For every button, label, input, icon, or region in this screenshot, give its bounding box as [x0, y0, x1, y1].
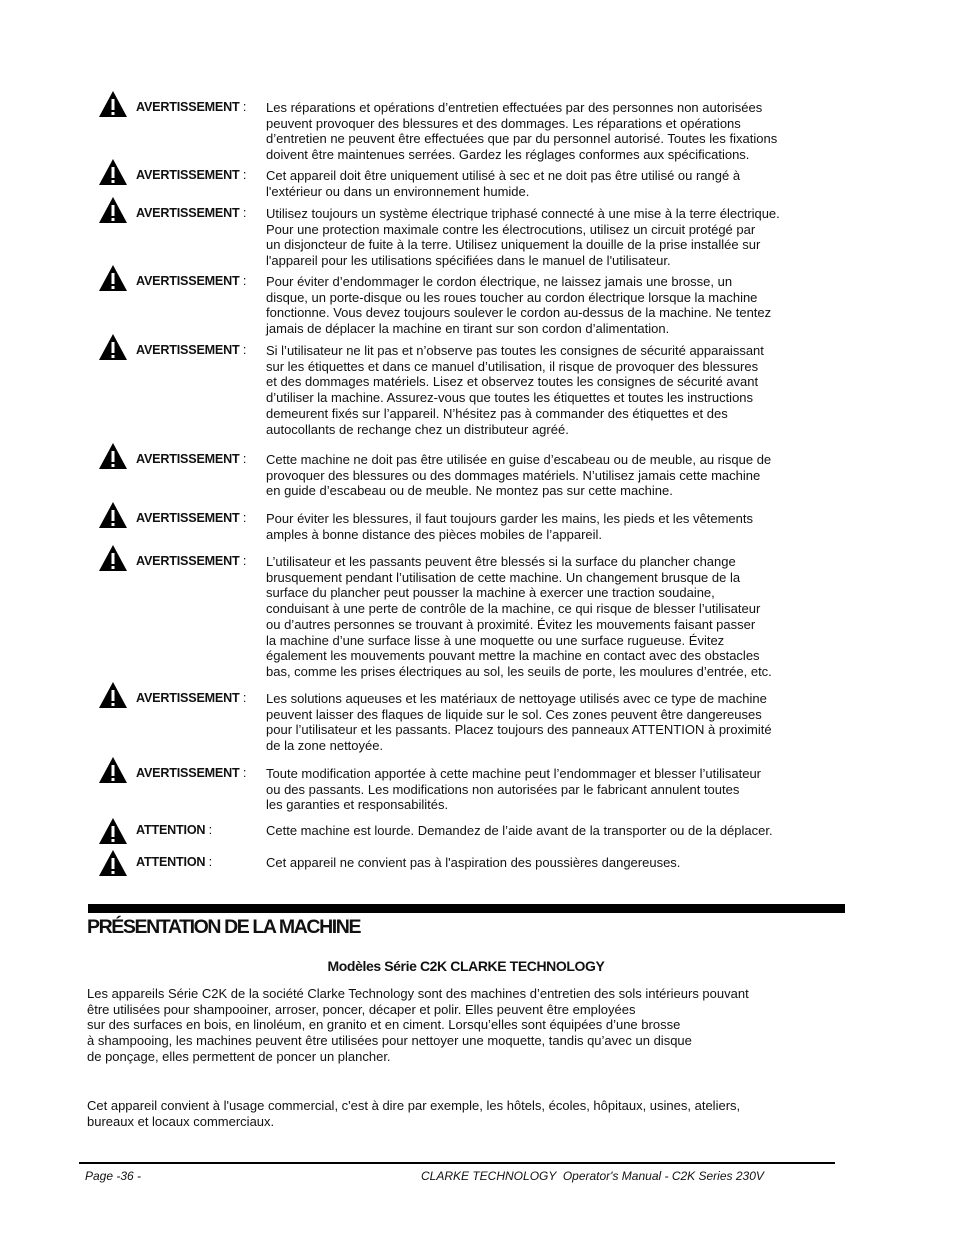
footer-rule [79, 1162, 835, 1164]
paragraph: Cet appareil convient à l'usage commercial, c'est à dire par exemple, les hôtels, écoles, hôpitaux, usines, ateliers, bureaux et locaux commerciaux. [87, 1098, 741, 1129]
warning-text: Si l’utilisateur ne lit pas et n’observe pas toutes les consignes de sécurité apparaissant sur les étiquettes et dans ce manuel d’utilisation, il risque de provoquer des blessures et des dommages matériels. Lisez et observez toutes les consignes de sécurité avant d’utiliser la machine. Assurez-vous que toutes les étiquettes et toutes les instructions demeurent fixés sur l’appareil. N’hésitez pas à commander des étiquettes et des autocollants de rechange chez un distributeur agréé. [266, 343, 764, 437]
warning-label: AVERTISSEMENT : [136, 206, 247, 220]
warning-triangle-icon [98, 158, 128, 186]
warning-text: Cet appareil doit être uniquement utilisé à sec et ne doit pas être utilisé ou rangé à l'extérieur ou dans un environnement humide. [266, 168, 741, 199]
warning-triangle-icon [98, 544, 128, 572]
warning-text: Utilisez toujours un système électrique triphasé connecté à une mise à la terre électrique. Pour une protection maximale contre les électrocutions, utilisez un circuit protégé par un disjoncteur de fuite à la terre. Utilisez uniquement la douille de la prise installée sur l'appareil pour les utilisations spécifiées dans le manuel de l'utilisateur. [266, 206, 780, 269]
warning-text: Cette machine ne doit pas être utilisée en guise d’escabeau ou de meuble, au risque de provoquer des blessures ou des dommages matériels. N’utilisez jamais cette machine en guide d’escabeau ou de meuble. Ne montez pas sur cette machine. [266, 452, 772, 499]
warning-label: AVERTISSEMENT : [136, 343, 247, 357]
warning-label: AVERTISSEMENT : [136, 766, 247, 780]
warning-label: AVERTISSEMENT : [136, 452, 247, 466]
warning-label: AVERTISSEMENT : [136, 691, 247, 705]
warning-triangle-icon [98, 756, 128, 784]
warning-triangle-icon [98, 501, 128, 529]
section-title: PRÉSENTATION DE LA MACHINE [87, 916, 361, 938]
caution-text: Cet appareil ne convient pas à l'aspiration des poussières dangereuses. [266, 855, 681, 870]
warning-triangle-icon [98, 817, 128, 845]
warning-triangle-icon [98, 849, 128, 877]
warning-text: Les réparations et opérations d’entretien effectuées par des personnes non autorisées peuvent provoquer des blessures et des dommages. Les réparations et opérations d’entretien ne peuvent être effectuées que par du personnel autorisé. Toutes les fixations doivent être maintenues serrées. Gardez les réglages conformes aux spécifications. [266, 100, 778, 163]
manual-title: CLARKE TECHNOLOGY Operator's Manual - C2K Series 230V [421, 1169, 764, 1183]
caution-text: Cette machine est lourde. Demandez de l’aide avant de la transporter ou de la déplacer. [266, 823, 773, 838]
caution-label: ATTENTION : [136, 823, 212, 837]
paragraph: Les appareils Série C2K de la société Clarke Technology sont des machines d’entretien des sols intérieurs pouvant être utilisées pour shampooiner, arroser, poncer, décaper et polir. Elles peuvent être employées sur des surfaces en bois, en linoléum, en granito et en ciment. Lorsqu’elles sont équipées d’une brosse à shampooing, les machines peuvent être utilisées pour nettoyer une moquette, tandis qu’avec un disque de ponçage, elles permettent de poncer un plancher. [87, 986, 749, 1064]
warning-triangle-icon [98, 90, 128, 118]
warning-text: Toute modification apportée à cette machine peut l’endommager et blesser l’utilisateur ou des passants. Les modifications non autorisées par le fabricant annulent toutes les garanties et responsabilités. [266, 766, 761, 813]
warning-label: AVERTISSEMENT : [136, 168, 247, 182]
warning-label: AVERTISSEMENT : [136, 554, 247, 568]
warning-triangle-icon [98, 196, 128, 224]
warning-label: AVERTISSEMENT : [136, 511, 247, 525]
page-number: Page -36 - [85, 1169, 142, 1183]
warning-triangle-icon [98, 333, 128, 361]
warning-triangle-icon [98, 264, 128, 292]
warning-label: AVERTISSEMENT : [136, 100, 247, 114]
warning-text: Pour éviter les blessures, il faut toujours garder les mains, les pieds et les vêtements amples à bonne distance des pièces mobiles de l’appareil. [266, 511, 754, 542]
warning-text: L’utilisateur et les passants peuvent être blessés si la surface du plancher change brusquement pendant l’utilisation de cette machine. Un changement brusque de la surface du plancher peut pousser la machine à exercer une traction soudaine, conduisant à une perte de contrôle de la machine, ce qui risque de blesser l’utilisateur ou d’autres personnes se trouvant à proximité. Évitez les mouvements faisant passer la machine d’une surface lisse à une moquette ou une surface rugueuse. Évitez également les mouvements pouvant mettre la machine en contact avec des obstacles bas, comme les prises électriques au sol, les seuils de porte, les moulures d’entrée, etc. [266, 554, 772, 679]
section-divider [88, 904, 845, 913]
warning-triangle-icon [98, 681, 128, 709]
section-subtitle: Modèles Série C2K CLARKE TECHNOLOGY [327, 958, 605, 974]
warning-triangle-icon [98, 442, 128, 470]
warning-text: Les solutions aqueuses et les matériaux de nettoyage utilisés avec ce type de machine peuvent laisser des flaques de liquide sur le sol. Ces zones peuvent être dangereuses pour l’utilisateur et les passants. Placez toujours des panneaux ATTENTION à proximité de la zone nettoyée. [266, 691, 772, 754]
warning-text: Pour éviter d’endommager le cordon électrique, ne laissez jamais une brosse, un disque, un porte-disque ou les roues toucher au cordon électrique lorsque la machine fonctionne. Vous devez toujours soulever le cordon au-dessus de la machine. Ne tentez jamais de déplacer la machine en tirant sur son cordon d’alimentation. [266, 274, 772, 337]
caution-label: ATTENTION : [136, 855, 212, 869]
warning-label: AVERTISSEMENT : [136, 274, 247, 288]
